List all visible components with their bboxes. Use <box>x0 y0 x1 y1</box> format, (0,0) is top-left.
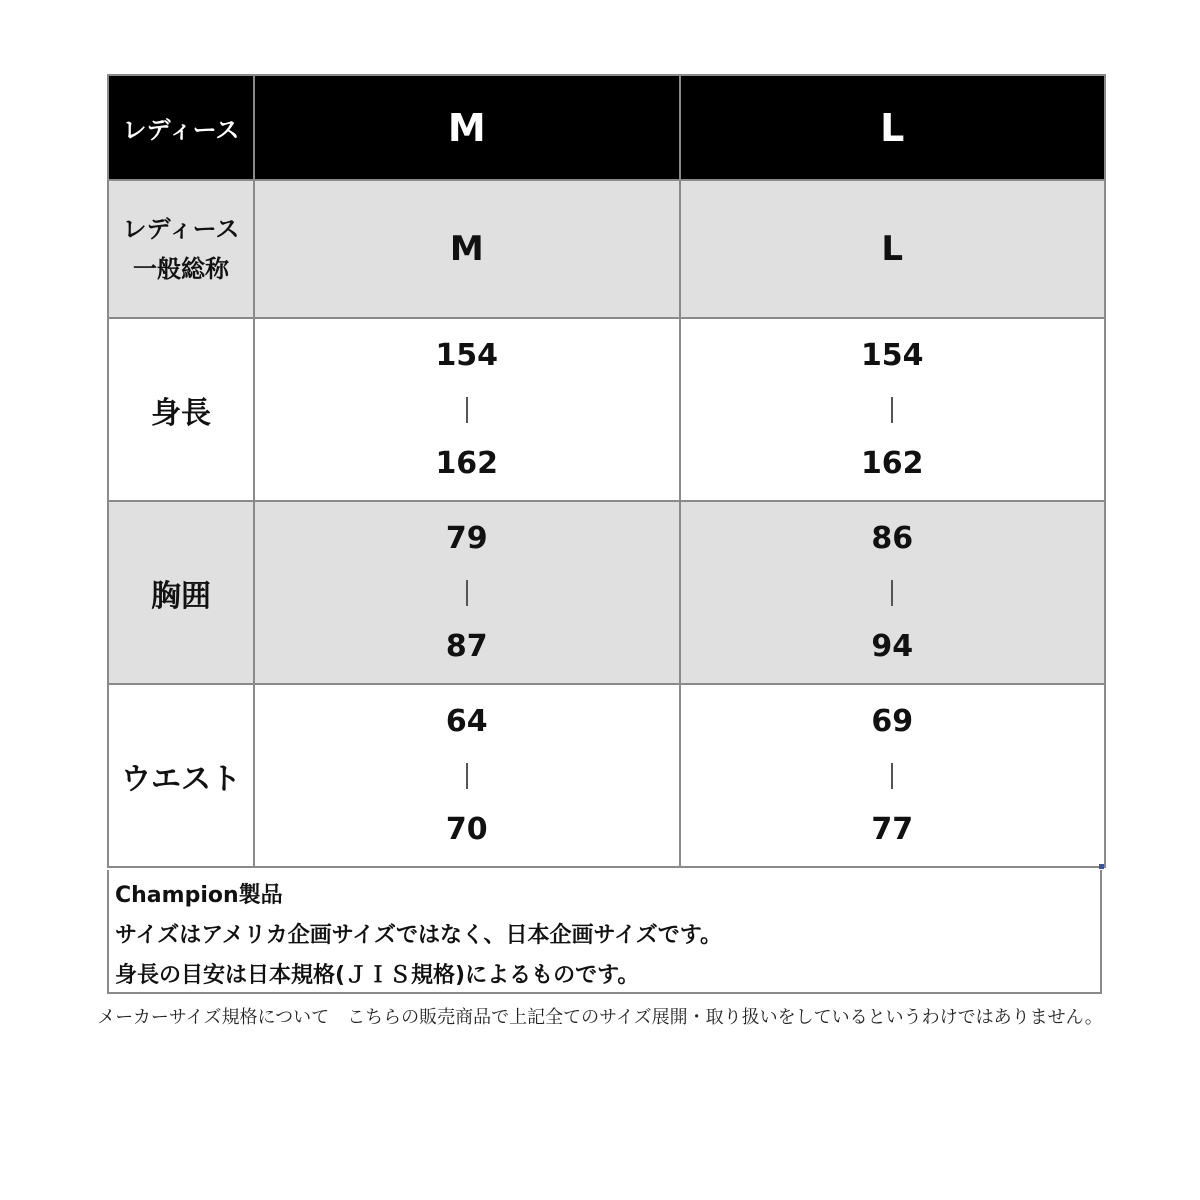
height-m-max: 162 <box>435 445 499 481</box>
waist-label: ウエスト <box>108 684 254 867</box>
height-m-min: 154 <box>435 337 499 373</box>
bust-l-cell <box>680 501 1106 684</box>
height-m-cell <box>254 318 680 501</box>
header-row <box>108 75 1105 180</box>
bust-l-max: 94 <box>871 628 914 664</box>
general-size-row <box>108 180 1105 318</box>
waist-l-cell <box>680 684 1106 867</box>
header-size-l: L <box>680 75 1106 180</box>
waist-row <box>108 684 1105 867</box>
general-label-line1: レディース <box>122 215 240 243</box>
bust-row <box>108 501 1105 684</box>
height-l-cell <box>680 318 1106 501</box>
bust-m-cell <box>254 501 680 684</box>
waist-m-min: 64 <box>445 703 488 739</box>
footer-disclaimer: メーカーサイズ規格について こちらの販売商品で上記全てのサイズ展開・取り扱いをしているというわけではありません。 <box>97 1007 1103 1028</box>
waist-l-max: 77 <box>871 811 914 847</box>
height-row <box>108 318 1105 501</box>
range-separator <box>466 763 468 789</box>
size-chart-table <box>107 74 1106 868</box>
general-label-line2: 一般総称 <box>133 255 229 283</box>
range-separator <box>891 763 893 789</box>
cell-corner-marker <box>1099 864 1104 869</box>
waist-m-max: 70 <box>445 811 488 847</box>
bust-m-max: 87 <box>445 628 488 664</box>
waist-m-cell <box>254 684 680 867</box>
height-label: 身長 <box>108 318 254 501</box>
bust-m-min: 79 <box>445 520 488 556</box>
general-label <box>108 180 254 318</box>
note-height-guide: 身長の目安は日本規格(ＪＩＳ規格)によるものです。 <box>115 963 640 988</box>
general-size-l: L <box>680 180 1106 318</box>
height-l-max: 162 <box>860 445 924 481</box>
note-brand: Champion製品 <box>115 883 283 908</box>
note-size-standard: サイズはアメリカ企画サイズではなく、日本企画サイズです。 <box>115 923 722 948</box>
bust-label: 胸囲 <box>108 501 254 684</box>
header-label: レディース <box>108 75 254 180</box>
bust-l-min: 86 <box>871 520 914 556</box>
range-separator <box>891 397 893 423</box>
notes-box <box>107 870 1102 994</box>
range-separator <box>466 397 468 423</box>
range-separator <box>891 580 893 606</box>
header-size-m: M <box>254 75 680 180</box>
waist-l-min: 69 <box>871 703 914 739</box>
range-separator <box>466 580 468 606</box>
general-size-m: M <box>254 180 680 318</box>
height-l-min: 154 <box>860 337 924 373</box>
